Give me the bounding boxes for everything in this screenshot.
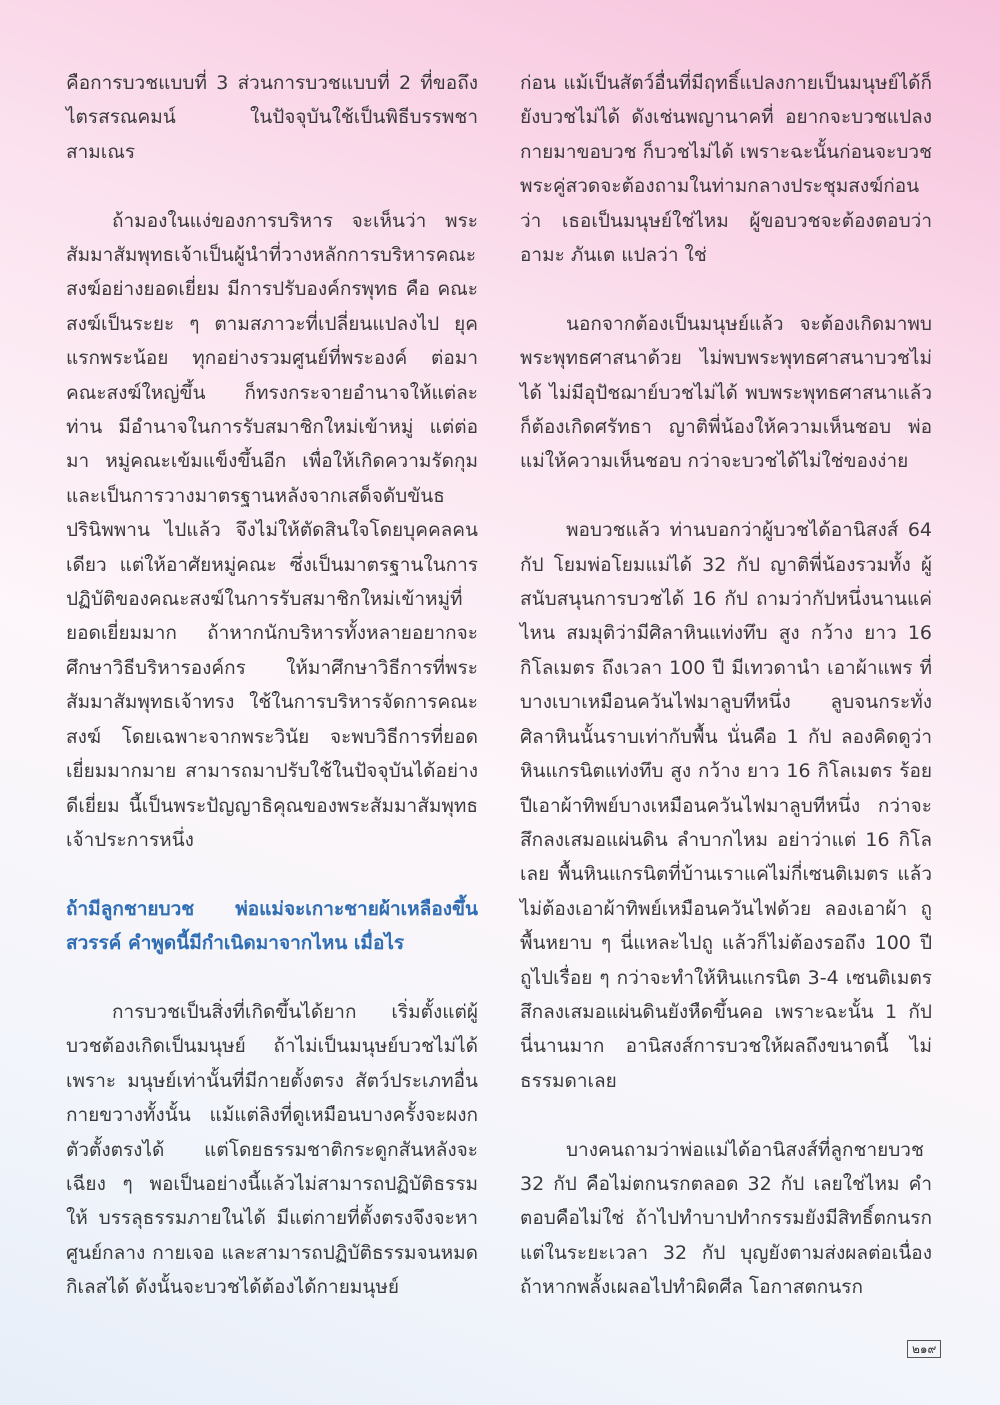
section-heading: ถ้ามีลูกชายบวช พ่อแม่จะเกาะชายผ้าเหลืองขึ้นสวรรค์ คำพูดนี้มีกำเนิดมาจากไหน เมื่อไร (66, 897, 478, 955)
paragraph-meet-buddhism: นอกจากต้องเป็นมนุษย์แล้ว จะต้องเกิดมาพบ พระพุทธศาสนาด้วย ไม่พบพระพุทธศาสนาบวชไม่ได้ ไม่มีอุปัชฌาย์บวชไม่ได้ พบพระพุทธศาสนาแล้วก็ต้องเกิดศรัทธา ญาติพี่น้องให้ความเห็นชอบ พ่อแม่ให้ความเห็นชอบ กว่าจะบวชได้ไม่ใช่ของง่าย (520, 312, 932, 473)
page-number: ๒๑๙ (907, 1340, 941, 1358)
right-column (520, 66, 932, 1339)
paragraph-parents-merit: บางคนถามว่าพ่อแม่ได้อานิสงส์ที่ลูกชายบวช 32 กัป คือไม่ตกนรกตลอด 32 กัป เลยใช่ไหม คำตอบคือไม่ใช่ ถ้าไปทำบาปทำกรรมยังมีสิทธิ์ตกนรก แต่ในระยะเวลา 32 กัป บุญยังตามส่งผลต่อเนื่อง ถ้าหากพลั้งเผลอไปทำผิดศีล โอกาสตกนรก (520, 1138, 932, 1299)
paragraph-administration: ถ้ามองในแง่ของการบริหาร จะเห็นว่า พระสัมมาสัมพุทธเจ้าเป็นผู้นำที่วางหลักการบริหารคณะสงฆ์อย่างยอดเยี่ยม มีการปรับองค์กรพุทธ คือ คณะสงฆ์เป็นระยะ ๆ ตามสภาวะที่เปลี่ยนแปลงไป ยุคแรกพระน้อย ทุกอย่างรวมศูนย์ที่พระองค์ ต่อมา คณะสงฆ์ใหญ่ขึ้น ก็ทรงกระจายอำนาจให้แต่ละท่าน มีอำนาจในการรับสมาชิกใหม่เข้าหมู่ แต่ต่อมา หมู่คณะเข้มแข็งขึ้นอีก เพื่อให้เกิดความรัดกุมและเป็นการวางมาตรฐานหลังจากเสด็จดับขันธปรินิพพาน ไปแล้ว จึงไม่ให้ตัดสินใจโดยบุคคลคนเดียว แต่ให้อาศัยหมู่คณะ ซึ่งเป็นมาตรฐานในการปฏิบัติของคณะสงฆ์ในการรับสมาชิกใหม่เข้าหมู่ที่ยอดเยี่ยมมาก ถ้าหากนักบริหารทั้งหลายอยากจะศึกษาวิธีบริหารองค์กร ให้มาศึกษาวิธีการที่พระสัมมาสัมพุทธเจ้าทรง ใช้ในการบริหารจัดการคณะสงฆ์ โดยเฉพาะจากพระวินัย จะพบวิธีการที่ยอดเยี่ยมมากมาย สามารถมาปรับใช้ในปัจจุบันได้อย่างดีเยี่ยม นี้เป็นพระปัญญาธิคุณของพระสัมมาสัมพุทธเจ้าประการหนึ่ง (66, 209, 478, 851)
paragraph-naga-continued: ก่อน แม้เป็นสัตว์อื่นที่มีฤทธิ์แปลงกายเป็นมนุษย์ได้ก็ยังบวชไม่ได้ ดังเช่นพญานาคที่ อยากจะบวชแปลงกายมาขอบวช ก็บวชไม่ได้ เพราะฉะนั้นก่อนจะบวช พระคู่สวดจะต้องถามในท่ามกลางประชุมสงฆ์ก่อนว่า เธอเป็นมนุษย์ใช่ไหม ผู้ขอบวชจะต้องตอบว่า อามะ ภันเต แปลว่า ใช่ (520, 72, 932, 267)
paragraph-kappa-merit: พอบวชแล้ว ท่านบอกว่าผู้บวชได้อานิสงส์ 64 กัป โยมพ่อโยมแม่ได้ 32 กัป ญาติพี่น้องรวมทั้ง ผู้สนับสนุนการบวชได้ 16 กัป ถามว่ากัปหนึ่งนานแค่ไหน สมมุติว่ามีศิลาหินแท่งทึบ สูง กว้าง ยาว 16 กิโลเมตร ถึงเวลา 100 ปี มีเทวดานำ เอาผ้าแพร ที่บางเบาเหมือนควันไฟมาลูบทีหนึ่ง ลูบจนกระทั่งศิลาหินนั้นราบเท่ากับพื้น นั่นคือ 1 กัป ลองคิดดูว่าหินแกรนิตแท่งทึบ สูง กว้าง ยาว 16 กิโลเมตร ร้อยปีเอาผ้าทิพย์บางเหมือนควันไฟมาลูบทีหนึ่ง กว่าจะสึกลงเสมอแผ่นดิน ลำบากไหม อย่าว่าแต่ 16 กิโลเลย พื้นหินแกรนิตที่บ้านเราแค่ไม่กี่เซนติเมตร แล้วไม่ต้องเอาผ้าทิพย์เหมือนควันไฟด้วย ลองเอาผ้า ถูพื้นหยาบ ๆ นี่แหละไปถู แล้วก็ไม่ต้องรอถึง 100 ปี ถูไปเรื่อย ๆ กว่าจะทำให้หินแกรนิต 3-4 เซนติเมตร สึกลงเสมอแผ่นดินยังหืดขึ้นคอ เพราะฉะนั้น 1 กัป นี่นานมาก อานิสงส์การบวชให้ผลถึงขนาดนี้ ไม่ธรรมดาเลย (520, 519, 932, 1092)
paragraph-ordination-type: คือการบวชแบบที่ 3 ส่วนการบวชแบบที่ 2 ที่ขอถึงไตรสรณคมน์ ในปัจจุบันใช้เป็นพิธีบรรพชาสามเณร (66, 72, 478, 163)
left-column (66, 66, 478, 1339)
paragraph-born-human: การบวชเป็นสิ่งที่เกิดขึ้นได้ยาก เริ่มตั้งแต่ผู้บวชต้องเกิดเป็นมนุษย์ ถ้าไม่เป็นมนุษย์บวชไม่ได้ เพราะ มนุษย์เท่านั้นที่มีกายตั้งตรง สัตว์ประเภทอื่นกายขวางทั้งนั้น แม้แต่ลิงที่ดูเหมือนบางครั้งจะผงกตัวตั้งตรงได้ แต่โดยธรรมชาติกระดูกสันหลังจะเฉียง ๆ พอเป็นอย่างนี้แล้วไม่สามารถปฏิบัติธรรมให้ บรรลุธรรมภายในได้ มีแต่กายที่ตั้งตรงจึงจะหาศูนย์กลาง กายเจอ และสามารถปฏิบัติธรรมจนหมดกิเลสได้ ดังนั้นจะบวชได้ต้องได้กายมนุษย์ (66, 1000, 478, 1299)
